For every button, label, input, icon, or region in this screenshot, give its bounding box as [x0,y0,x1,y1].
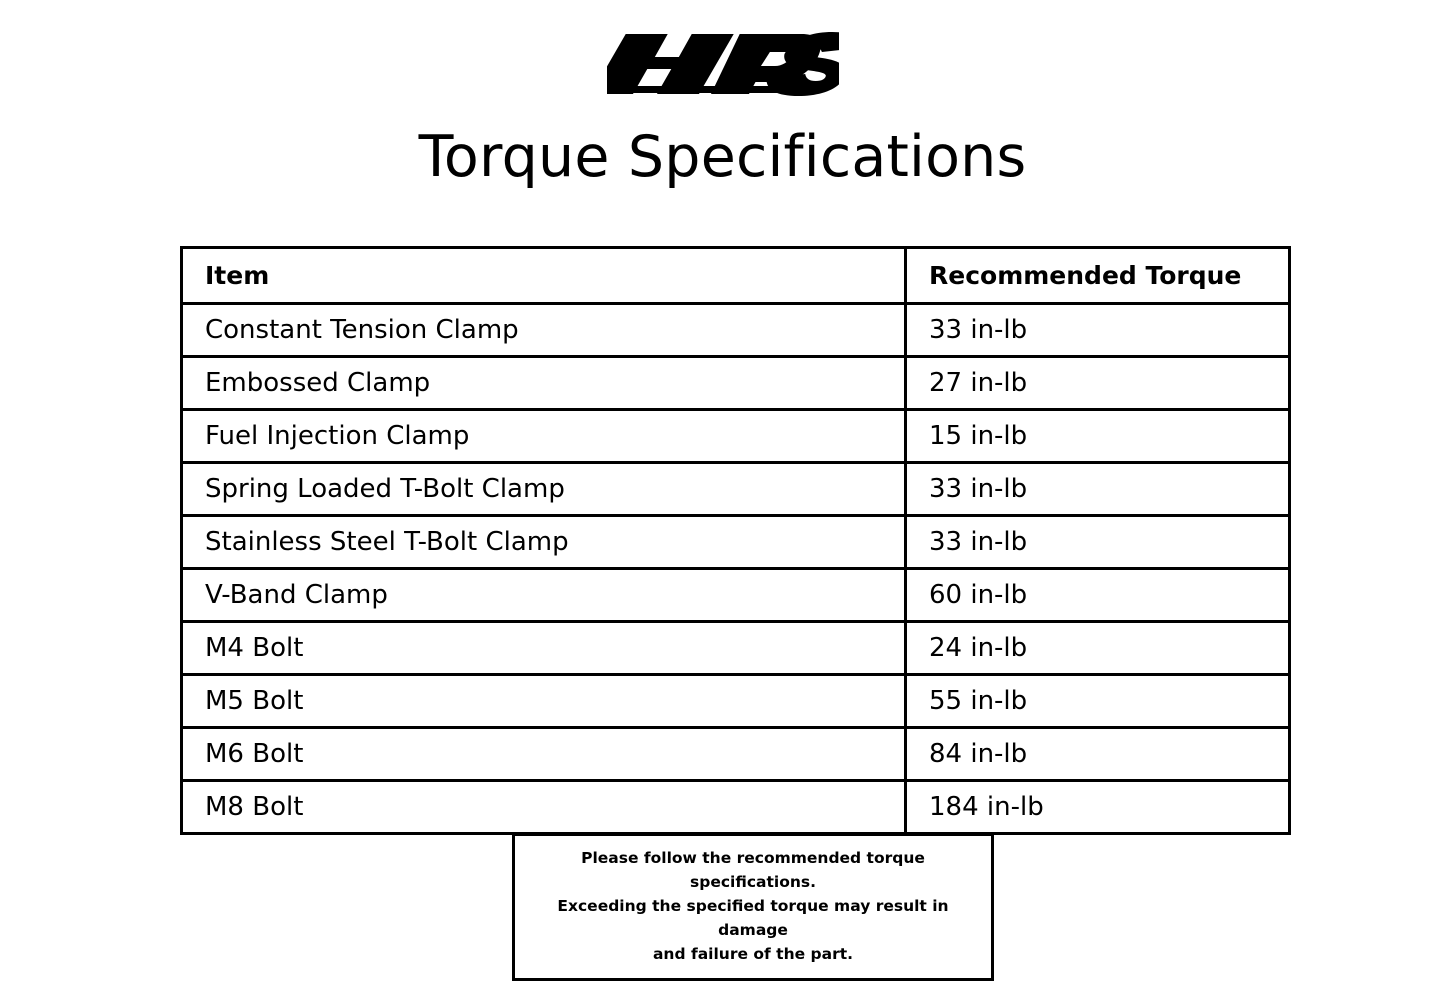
cell-item: Stainless Steel T-Bolt Clamp [182,516,906,569]
brand-logo [0,28,1445,106]
column-header-item: Item [182,248,906,304]
table-row [182,675,1290,728]
cell-item: M8 Bolt [182,781,906,834]
column-header-torque: Recommended Torque [906,248,1290,304]
warning-note-box [512,833,994,981]
table-row [182,781,1290,834]
cell-torque: 84 in-lb [906,728,1290,781]
torque-specifications-table [180,246,1291,835]
cell-torque: 60 in-lb [906,569,1290,622]
table-row [182,357,1290,410]
cell-item: M5 Bolt [182,675,906,728]
table-row [182,304,1290,357]
table-row [182,410,1290,463]
cell-item: V-Band Clamp [182,569,906,622]
table-header-row [182,248,1290,304]
cell-torque: 27 in-lb [906,357,1290,410]
note-line: Exceeding the specified torque may result in damage [557,897,949,940]
torque-table-container [180,246,1288,835]
cell-item: M6 Bolt [182,728,906,781]
cell-torque: 24 in-lb [906,622,1290,675]
cell-item: Fuel Injection Clamp [182,410,906,463]
table-row [182,463,1290,516]
cell-torque: 33 in-lb [906,516,1290,569]
page-title: Torque Specifications [418,124,1027,190]
cell-item: Constant Tension Clamp [182,304,906,357]
note-line: and failure of the part. [652,945,854,964]
cell-torque: 33 in-lb [906,463,1290,516]
cell-item: M4 Bolt [182,622,906,675]
table-row [182,622,1290,675]
cell-torque: 184 in-lb [906,781,1290,834]
cell-torque: 55 in-lb [906,675,1290,728]
cell-item: Embossed Clamp [182,357,906,410]
cell-torque: 33 in-lb [906,304,1290,357]
hps-logo-icon [607,28,839,100]
note-line: Please follow the recommended torque specifications. [581,849,925,892]
table-row [182,516,1290,569]
cell-torque: 15 in-lb [906,410,1290,463]
table-row [182,569,1290,622]
cell-item: Spring Loaded T-Bolt Clamp [182,463,906,516]
table-row [182,728,1290,781]
